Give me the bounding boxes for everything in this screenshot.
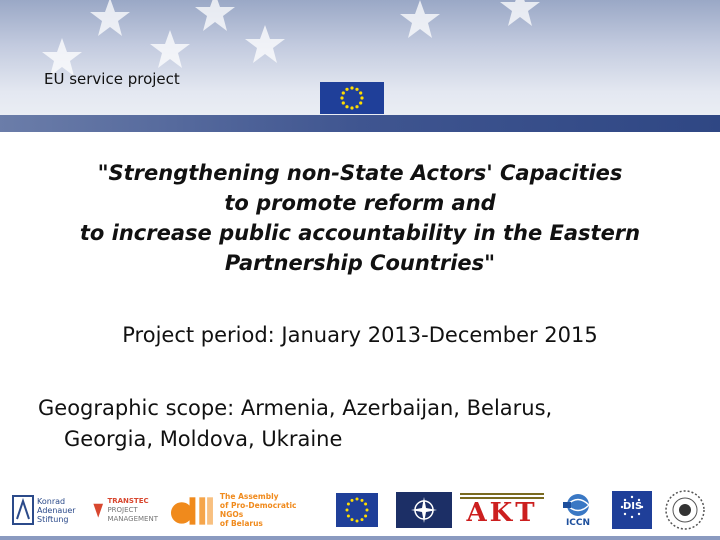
nato-logo	[396, 490, 452, 530]
compass-rose-icon	[396, 492, 452, 528]
assembly-line: of Pro-Democratic NGOs	[219, 501, 297, 519]
project-title	[0, 158, 720, 278]
title-line: to increase public accountability in the Eastern	[79, 221, 641, 245]
title-line: "Strengthening non-State Actors' Capacities	[97, 161, 623, 185]
iccn-logo	[556, 490, 600, 530]
transtec-line: TRANSTEC	[107, 496, 149, 505]
title-line: to promote reform and	[224, 191, 496, 215]
geographic-scope	[38, 393, 552, 455]
round-seal-icon	[664, 489, 706, 531]
project-period: Project period: January 2013-December 2015	[122, 323, 598, 347]
kas-line: Stiftung	[37, 514, 69, 524]
iccn-globe-icon	[561, 492, 595, 518]
scope-line: Georgia, Moldova, Ukraine	[64, 427, 343, 451]
transtec-logo	[92, 490, 158, 530]
header-banner	[0, 0, 720, 132]
partner-logo-bar	[0, 486, 720, 534]
kas-line: Adenauer	[37, 505, 76, 515]
title-line: Partnership Countries"	[224, 251, 496, 275]
eu-logo	[336, 490, 378, 530]
iccn-text: ICCN	[565, 518, 591, 528]
akt-text: AKT	[466, 498, 538, 528]
kas-logo	[12, 490, 82, 530]
assembly-line: of Belarus	[219, 519, 263, 528]
transtec-mark-icon	[92, 497, 104, 523]
eu-flag-small-icon	[336, 493, 378, 527]
assembly-line: The Assembly	[219, 492, 279, 501]
kas-line: Konrad	[37, 496, 66, 506]
akt-logo	[460, 490, 544, 530]
dis-logo	[612, 490, 652, 530]
transtec-line: PROJECT	[107, 505, 138, 514]
scope-line: Geographic scope: Armenia, Azerbaijan, Belarus,	[38, 396, 553, 420]
footer-line	[0, 536, 720, 540]
assembly-logo	[170, 490, 320, 530]
transtec-line: MANAGEMENT	[107, 514, 158, 523]
dis-text: DIS	[623, 501, 643, 512]
service-label: EU service project	[44, 70, 180, 88]
seal-logo	[664, 490, 706, 530]
eu-flag-icon	[320, 82, 384, 114]
banner-strip	[0, 115, 720, 132]
kas-emblem-icon	[12, 495, 34, 525]
assembly-emblem-icon	[170, 493, 215, 527]
